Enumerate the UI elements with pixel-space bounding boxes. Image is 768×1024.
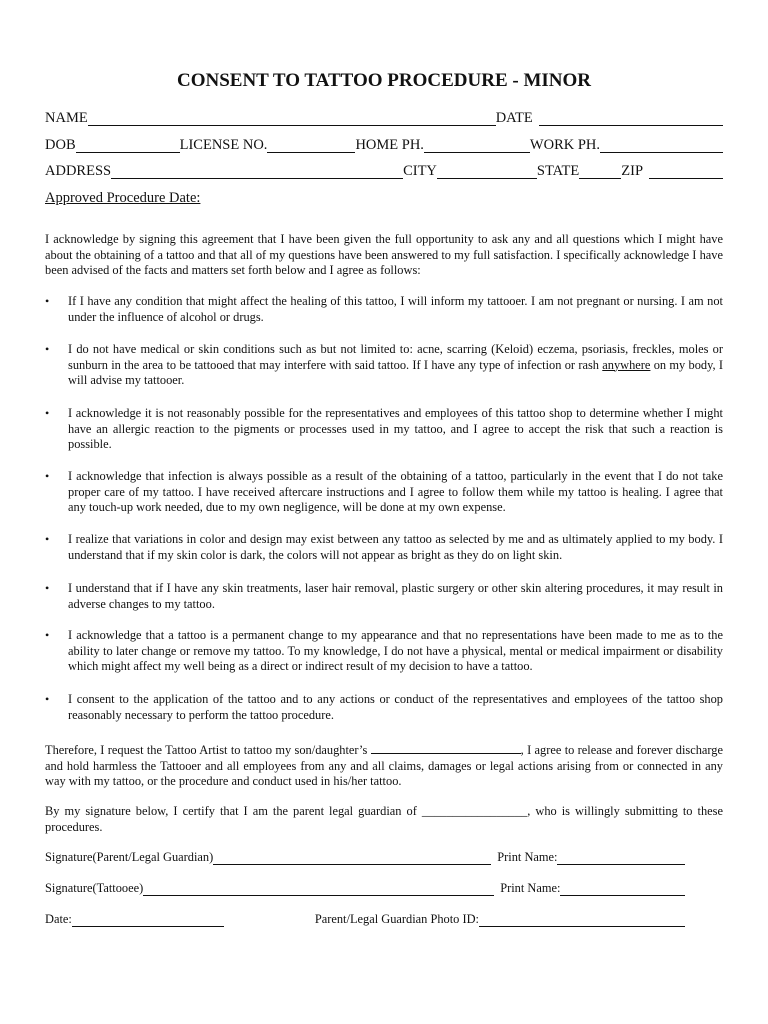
license-field[interactable] bbox=[267, 137, 355, 153]
bullet-dot: • bbox=[45, 532, 50, 546]
therefore-paragraph bbox=[45, 741, 723, 790]
zip-field[interactable] bbox=[649, 163, 723, 179]
intro-paragraph: I acknowledge by signing this agreement that I have been given the full opportunity to ask any and all questions which I might have about the obtaining of a tattoo and that all of my questions have been answered to my full satisfaction. I specifically acknowledge I have been advised of the facts and matters set forth below and I agree as follows: bbox=[45, 232, 723, 278]
signature-date-label: Date: bbox=[45, 912, 72, 926]
photo-id-label: Parent/Legal Guardian Photo ID: bbox=[314, 912, 479, 926]
bullet-text: I consent to the application of the tattoo and to any actions or conduct of the representatives and employees of the tattoo shop reasonably necessary to perform the tattoo procedure. bbox=[68, 692, 723, 722]
bullet-item bbox=[45, 581, 723, 612]
bullet-dot: • bbox=[45, 294, 50, 308]
minor-name-field[interactable]: _________________ bbox=[421, 804, 528, 818]
bullet-dot: • bbox=[45, 628, 50, 642]
signature-date-field[interactable] bbox=[72, 913, 224, 927]
therefore-text: Therefore, I request the Tattoo Artist to tattoo my son/daughter’s bbox=[45, 743, 371, 757]
bullet-text bbox=[68, 342, 723, 389]
bullet-text: I acknowledge that infection is always possible as a result of the obtaining of a tattoo, particularly in the event that I do not take proper care of my tattoo. I have received aftercare instructions and I agree to follow them while my tattoo is healing. I agree that any touch-up work needed, due to my own negligence, will be done at my own expense. bbox=[68, 469, 723, 515]
date-field[interactable] bbox=[539, 110, 723, 126]
tattooee-signature-row bbox=[45, 881, 685, 896]
city-label: CITY bbox=[403, 163, 437, 179]
bullet-item bbox=[45, 469, 723, 516]
work-phone-field[interactable] bbox=[600, 137, 723, 153]
parent-signature-row bbox=[45, 850, 685, 865]
certify-text: , who is willingly submitting to these procedures. bbox=[45, 804, 723, 834]
certify-text: By my signature below, I certify that I am the parent legal guardian of bbox=[45, 804, 422, 818]
zip-label: ZIP bbox=[621, 163, 644, 179]
form-title: CONSENT TO TATTOO PROCEDURE - MINOR bbox=[176, 70, 592, 91]
date-label: DATE bbox=[495, 110, 533, 126]
address-field[interactable] bbox=[111, 163, 403, 179]
home-phone-field[interactable] bbox=[424, 137, 530, 153]
bullet-item bbox=[45, 342, 723, 389]
therefore-text: , I agree to release and forever discharge and hold harmless the Tattooer and all employees from any and all claims, damages or legal actions arising from or connected in any way with my tattoo, or the procedure and conduct used in his/her tattoo. bbox=[45, 743, 724, 789]
bullet-text: I acknowledge that a tattoo is a permanent change to my appearance and that no representations have been made to me as to the ability to later change or remove my tattoo. To my knowledge, I do not have a physical, mental or medical impairment or disability which might affect my well being as a direct or indirect result of my decision to have a tattoo. bbox=[68, 628, 723, 674]
address-label: ADDRESS bbox=[45, 163, 112, 179]
parent-print-name-field[interactable] bbox=[557, 851, 685, 865]
dob-field[interactable] bbox=[76, 137, 180, 153]
bullet-item bbox=[45, 532, 723, 563]
name-label: NAME bbox=[45, 110, 88, 126]
bullet-dot: • bbox=[45, 469, 50, 483]
photo-id-field[interactable] bbox=[479, 913, 685, 927]
parent-signature-field[interactable] bbox=[213, 851, 491, 865]
name-date-row bbox=[45, 110, 723, 126]
dob-label: DOB bbox=[45, 137, 76, 153]
certify-paragraph bbox=[45, 804, 723, 835]
bullet-text: I understand that if I have any skin treatments, laser hair removal, plastic surgery or other skin altering procedures, it may result in adverse changes to my tattoo. bbox=[68, 581, 723, 611]
state-field[interactable] bbox=[579, 163, 621, 179]
date-photo-id-row bbox=[45, 912, 685, 927]
approved-procedure-date-label: Approved Procedure Date: bbox=[45, 190, 201, 206]
print-name-label: Print Name: bbox=[500, 881, 561, 895]
dob-license-phone-row bbox=[45, 137, 723, 153]
print-name-label: Print Name: bbox=[497, 850, 558, 864]
bullet-dot: • bbox=[45, 406, 50, 420]
bullet-text: I realize that variations in color and design may exist between any tattoo as selected by me and as ultimately applied to my body. I understand that if my skin color is dark, the colors will not appear as bright as they do on light skin. bbox=[68, 532, 723, 562]
bullet-dot: • bbox=[45, 581, 50, 595]
bullet-item bbox=[45, 406, 723, 453]
son-daughter-name-field[interactable] bbox=[371, 741, 521, 754]
emphasis-anywhere: anywhere bbox=[602, 357, 651, 372]
name-field[interactable] bbox=[88, 110, 496, 126]
bullet-dot: • bbox=[45, 342, 50, 356]
bullet-item bbox=[45, 692, 723, 723]
bullet-item bbox=[45, 294, 723, 325]
bullet-item bbox=[45, 628, 723, 675]
bullet-dot: • bbox=[45, 692, 50, 706]
parent-signature-label: Signature(Parent/Legal Guardian) bbox=[45, 850, 214, 864]
address-row bbox=[45, 163, 723, 179]
tattooee-signature-field[interactable] bbox=[143, 882, 494, 896]
license-label: LICENSE NO. bbox=[179, 137, 268, 153]
bullet-text: I acknowledge it is not reasonably possible for the representatives and employees of this tattoo shop to determine whether I might have an allergic reaction to the pigments or processes used in my tattoo, and I agree to accept the risk that such a reaction is possible. bbox=[68, 406, 723, 452]
state-label: STATE bbox=[536, 163, 580, 179]
work-phone-label: WORK PH. bbox=[529, 137, 601, 153]
bullet-text-part: on my body, I will advise my tattooer. bbox=[68, 357, 723, 388]
home-phone-label: HOME PH. bbox=[355, 137, 424, 153]
bullet-text-part: I do not have medical or skin conditions such as but not limited to: acne, scarring (Keloid) eczema, psoriasis, freckles, moles or sunburn in the area to be tattooed that may interfere with said tattoo. If I have any type of infection or rash bbox=[68, 342, 723, 372]
tattooee-signature-label: Signature(Tattooee) bbox=[45, 881, 144, 895]
bullet-text: If I have any condition that might affect the healing of this tattoo, I will inform my tattooer. I am not pregnant or nursing. I am not under the influence of alcohol or drugs. bbox=[68, 294, 723, 324]
tattooee-print-name-field[interactable] bbox=[560, 882, 685, 896]
city-field[interactable] bbox=[437, 163, 537, 179]
